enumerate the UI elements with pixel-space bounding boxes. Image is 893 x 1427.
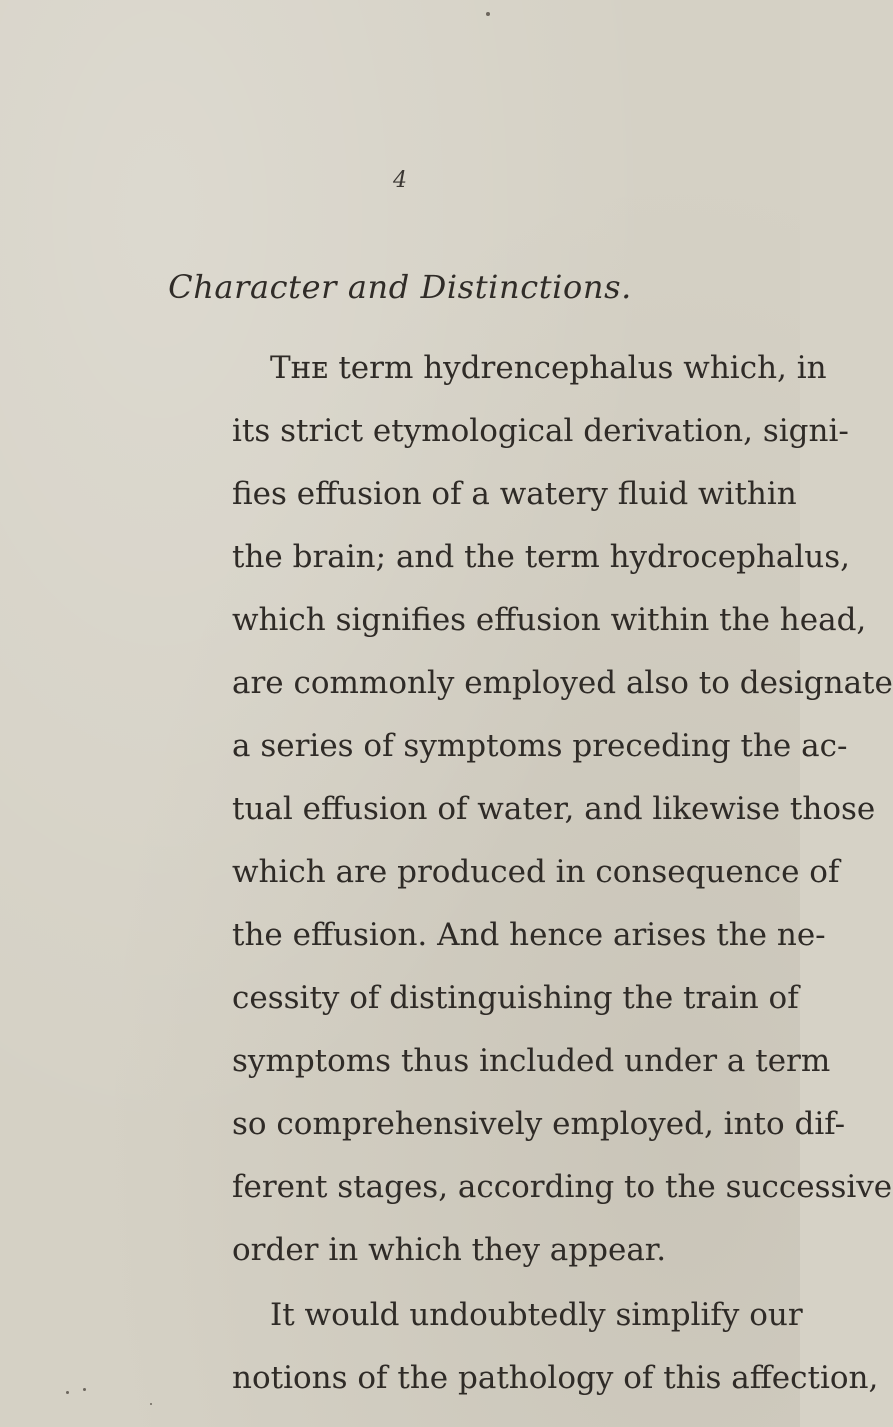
text-line: which are produced in consequence of xyxy=(232,854,840,890)
text-line: ferent stages, according to the successive xyxy=(232,1169,893,1205)
text-line: Tʜᴇ term hydrencephalus which, in xyxy=(270,350,827,386)
paper-speck xyxy=(150,1403,152,1405)
page-number: 4 xyxy=(393,168,407,193)
text-line: It would undoubtedly simplify our xyxy=(270,1297,803,1333)
paper-speck xyxy=(66,1391,69,1394)
text-line: symptoms thus included under a term xyxy=(232,1043,831,1079)
text-line: its strict etymological derivation, signi- xyxy=(232,413,849,449)
text-line: order in which they appear. xyxy=(232,1232,667,1268)
text-line: which signifies effusion within the head, xyxy=(232,602,867,638)
text-line: are commonly employed also to designate xyxy=(232,665,893,701)
text-line: the effusion. And hence arises the ne- xyxy=(232,917,826,953)
text-line: a series of symptoms preceding the ac- xyxy=(232,728,848,764)
text-line: notions of the pathology of this affection, xyxy=(232,1360,879,1396)
text-line: tual effusion of water, and likewise those xyxy=(232,791,876,827)
text-line: fies effusion of a watery fluid within xyxy=(232,476,797,512)
text-line: so comprehensively employed, into dif- xyxy=(232,1106,846,1142)
paper-speck xyxy=(486,12,490,16)
text-line: the brain; and the term hydrocephalus, xyxy=(232,539,851,575)
section-heading: Character and Distinctions. xyxy=(168,268,632,306)
paper-speck xyxy=(83,1388,86,1391)
text-line: cessity of distinguishing the train of xyxy=(232,980,799,1016)
